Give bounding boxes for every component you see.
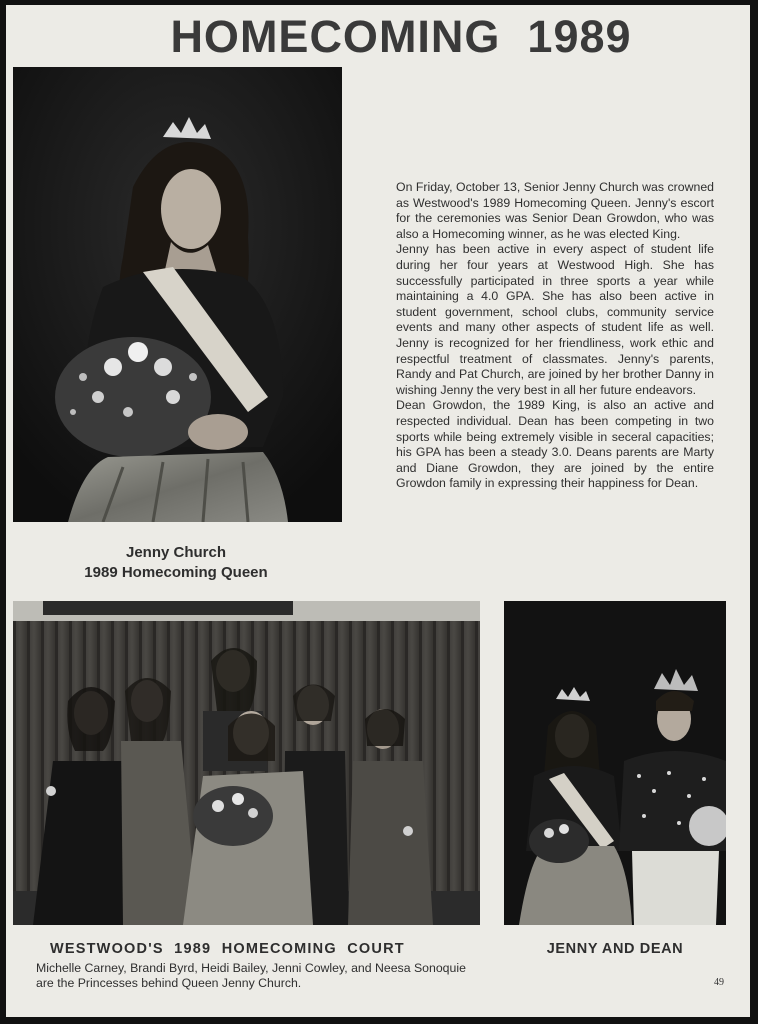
page-number: 49 <box>714 977 724 988</box>
court-names-caption: Michelle Carney, Brandi Byrd, Heidi Bailey, Jenni Cowley, and Neesa Sonoquie are the Princesses behind Queen Jenny Church. <box>36 961 466 990</box>
queen-caption-title: 1989 Homecoming Queen <box>84 564 268 581</box>
article-paragraph-2: Jenny has been active in every aspect of student life during her four years at Westwood High. She has successfully participated in three sports a year while maintaining a 4.0 GPA. She has also been active in student government, school clubs, community service events and many other aspects of student life as well. Jenny is recognized for her friendliness, work ethic and respectful treatment of classmates. Jenny's parents, Randy and Pat Church, are joined by her brother Danny in wishing Jenny the very best in all her future endeavors. <box>396 242 714 397</box>
court-heading: WESTWOOD'S 1989 HOMECOMING COURT <box>50 941 405 957</box>
queen-photo-image <box>13 67 342 522</box>
pair-heading: JENNY AND DEAN <box>546 941 684 957</box>
court-photo-image <box>13 601 480 925</box>
article-paragraph-1: On Friday, October 13, Senior Jenny Church was crowned as Westwood's 1989 Homecoming Queen. Jenny's escort for the ceremonies was Senior Dean Growdon, who was also a Homecoming winner, as he was elected King. <box>396 180 714 241</box>
page-title: HOMECOMING 1989 <box>170 11 632 62</box>
article-paragraph-3: Dean Growdon, the 1989 King, is also an active and respected individual. Dean has been competing in two sports while being extremely visible in seceral capacities; his GPA has been a steady 3.0. Deans parents are Marty and Diane Growdon, they are joined by the entire Growdon family in expressing their happiness for Dean. <box>396 398 714 491</box>
article-text <box>396 180 714 492</box>
court-photo <box>13 601 480 925</box>
pair-photo-image <box>504 601 726 925</box>
pair-photo <box>504 601 726 925</box>
queen-caption <box>46 543 306 583</box>
yearbook-page <box>6 5 750 1017</box>
queen-caption-name: Jenny Church <box>125 544 227 561</box>
queen-photo <box>13 67 342 522</box>
